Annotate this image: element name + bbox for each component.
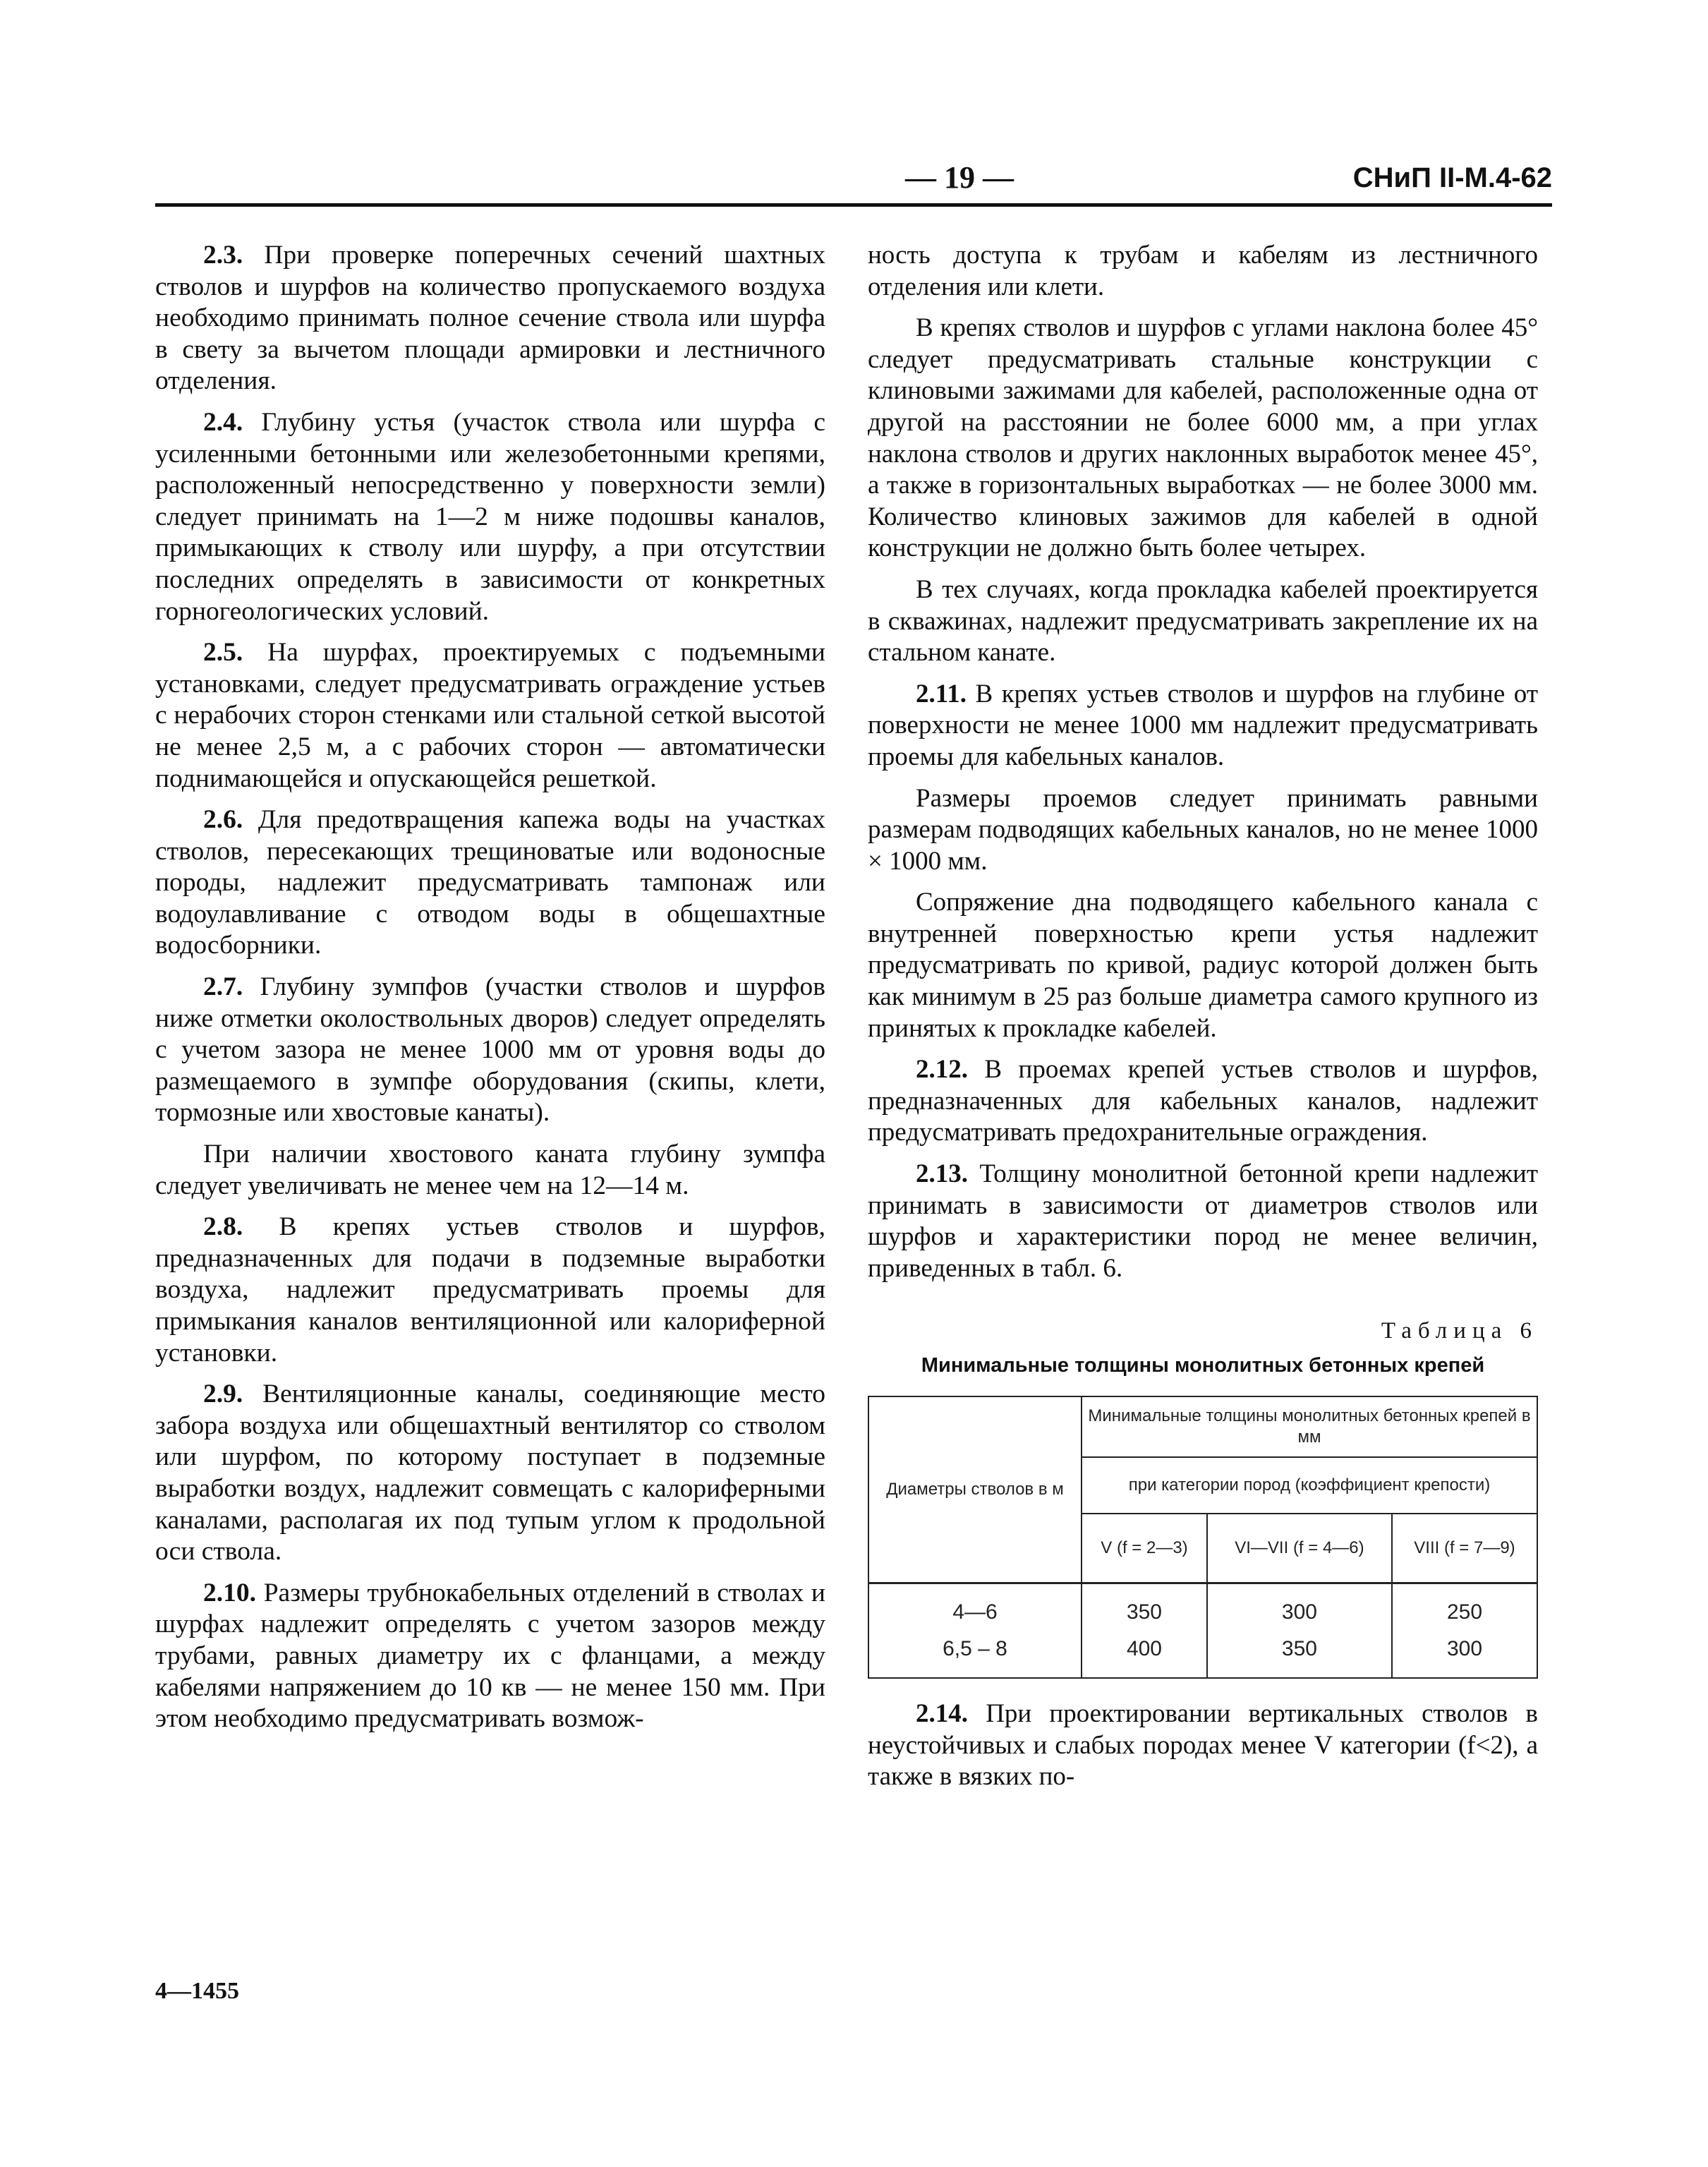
paragraph-text: В крепях устьев стволов и шурфов на глубине от поверхности не менее 1000 мм надлежит предусматривать проемы для кабельных каналов.	[868, 679, 1538, 771]
header-category-vi-vii: VI—VII (f = 4—6)	[1207, 1514, 1392, 1583]
print-code: 4—1455	[155, 1978, 239, 2004]
paragraph-text: При наличии хвостового каната глубину зумпфа следует увеличивать не менее чем на 12—14 м.	[155, 1140, 825, 1200]
clause-number: 2.12.	[916, 1055, 968, 1085]
paragraph	[155, 1139, 825, 1202]
thickness-table	[868, 1396, 1538, 1679]
cell-v-values: 350 400	[1082, 1583, 1207, 1678]
paragraph	[868, 1698, 1538, 1793]
paragraph-text: В крепях устьев стволов и шурфов, предназначенных для подачи в подземные выработки воздуха, надлежит предусматривать проемы для примыкания каналов вентиляционной или калориферной установки.	[155, 1212, 825, 1368]
paragraph-text: Вентиляционные каналы, соединяющие место забора воздуха или общешахтный вентилятор со стволом или шурфом, по которому поступает в подземные выработки воздух, надлежит совмещать с калориферными каналами, располагая их под тупым углом к продольной оси ствола.	[155, 1380, 825, 1567]
paragraph	[155, 972, 825, 1129]
header-divider	[155, 203, 1552, 207]
paragraph	[155, 407, 825, 627]
header-rock-category: при категории пород (коэффициент крепости)	[1082, 1457, 1537, 1514]
clause-number: 2.9.	[203, 1380, 243, 1409]
header-category-viii: VIII (f = 7—9)	[1392, 1514, 1537, 1583]
paragraph-text: ность доступа к трубам и кабелям из лестничного отделения или клети.	[868, 241, 1538, 301]
paragraph-text: В проемах крепей устьев стволов и шурфов, предназначенных для кабельных каналов, надлежит предусматривать предохранительные ограждения.	[868, 1055, 1538, 1147]
header-main: Минимальные толщины монолитных бетонных крепей в мм	[1082, 1396, 1537, 1457]
paragraph	[155, 1578, 825, 1735]
paragraph	[868, 1054, 1538, 1149]
table-title: Минимальные толщины монолитных бетонных крепей	[921, 1354, 1485, 1377]
clause-number: 2.11.	[916, 679, 967, 708]
table-row	[868, 1583, 1537, 1678]
paragraph	[155, 637, 825, 795]
paragraph	[868, 574, 1538, 669]
cell-viii-values: 250 300	[1392, 1583, 1537, 1678]
paragraph-text: На шурфах, проектируемых с подъемными установками, следует предусматривать ограждение устьев с нерабочих сторон стенками или стальной сеткой высотой не менее 2,5 м, а с рабочих сторон — автоматически поднимающейся и опускающейся решеткой.	[155, 638, 825, 793]
right-column	[868, 240, 1538, 1803]
paragraph-text: Для предотвращения капежа воды на участках стволов, пересекающих трещиноватые или водоносные породы, надлежит предусматривать тампонаж или водоулавливание с отводом воды в общешахтные водосборники.	[155, 805, 825, 960]
left-column	[155, 240, 825, 1745]
document-code: СНиП II-М.4-62	[1352, 162, 1552, 193]
header-diameter: Диаметры стволов в м	[868, 1396, 1082, 1583]
paragraph-text: При проверке поперечных сечений шахтных стволов и шурфов на количество пропускаемого воздуха необходимо принимать полное сечение ствола или шурфа в свету за вычетом площади армировки и лестничного отделения.	[155, 241, 825, 396]
paragraph-text: В тех случаях, когда прокладка кабелей проектируется в скважинах, надлежит предусматривать закрепление их на стальном канате.	[868, 574, 1538, 668]
paragraph-text: Глубину зумпфов (участки стволов и шурфов ниже отметки околоствольных дворов) следует определять с учетом зазора не менее 1000 мм от уровня воды до размещаемого в зумпфе оборудования (скипы, клети, тормозные или хвостовые канаты).	[155, 972, 825, 1128]
right-column-text-after-table	[868, 1698, 1538, 1793]
paragraph	[155, 240, 825, 397]
header-category-v: V (f = 2—3)	[1082, 1514, 1207, 1583]
right-column-text	[868, 240, 1538, 1284]
clause-number: 2.10.	[203, 1578, 256, 1607]
clause-number: 2.7.	[203, 972, 243, 1002]
paragraph	[155, 804, 825, 962]
paragraph	[868, 887, 1538, 1044]
paragraph-text: Размеры проемов следует принимать равными размерам подводящих кабельных каналов, но не менее 1000 × 1000 мм.	[868, 783, 1538, 876]
paragraph	[868, 679, 1538, 773]
paragraph	[868, 783, 1538, 878]
paragraph-text: Сопряжение дна подводящего кабельного канала с внутренней поверхностью крепи устья надлежит предусматривать по кривой, радиус которой должен быть как минимум в 25 раз больше диаметра самого крупного из принятых к прокладке кабелей.	[868, 888, 1538, 1043]
page-header	[155, 157, 1552, 206]
clause-number: 2.4.	[203, 407, 243, 437]
clause-number: 2.6.	[203, 805, 243, 835]
paragraph	[155, 1212, 825, 1369]
paragraph	[868, 1159, 1538, 1284]
clause-number: 2.5.	[203, 638, 243, 668]
paragraph	[868, 313, 1538, 565]
table-label: Таблица 6	[1381, 1318, 1538, 1344]
clause-number: 2.8.	[203, 1212, 243, 1242]
cell-diameters: 4—6 6,5 – 8	[868, 1583, 1082, 1678]
clause-number: 2.13.	[916, 1159, 968, 1189]
clause-number: 2.14.	[916, 1698, 968, 1728]
paragraph-text: При проектировании вертикальных стволов в неустойчивых и слабых породах менее V категории (f<2), а также в вязких по-	[868, 1698, 1538, 1792]
paragraph-text: Глубину устья (участок ствола или шурфа с усиленными бетонными или железобетонными крепями, расположенный непосредственно у поверхности земли) следует принимать на 1—2 м ниже подошвы каналов, примыкающих к стволу или шурфу, а при отсутствии последних определять в зависимости от конкретных горногеологических условий.	[155, 407, 825, 626]
clause-number: 2.3.	[203, 241, 243, 270]
page-number: — 19 —	[905, 160, 1014, 195]
paragraph-text: Толщину монолитной бетонной крепи надлежит принимать в зависимости от диаметров стволов или шурфов и характеристики пород не менее величин, приведенных в табл. 6.	[868, 1159, 1538, 1283]
paragraph-text: В крепях стволов и шурфов с углами наклона более 45° следует предусматривать стальные конструкции с клиновыми зажимами для кабелей, расположенные одна от другой на расстоянии не более 6000 мм, а при углах наклона стволов и других наклонных выработок менее 45°, а также в горизонтальных выработках — не более 3000 мм. Количество клиновых зажимов для кабелей в одной конструкции не должно быть более четырех.	[868, 313, 1538, 563]
paragraph	[155, 1379, 825, 1568]
cell-vi-vii-values: 300 350	[1207, 1583, 1392, 1678]
paragraph	[868, 240, 1538, 303]
paragraph-text: Размеры трубнокабельных отделений в стволах и шурфах надлежит определять с учетом зазоров между трубами, равных диаметру их с фланцами, а между кабелями напряжением до 10 кв — не менее 150 мм. При этом необходимо предусматривать возмож-	[155, 1578, 825, 1734]
